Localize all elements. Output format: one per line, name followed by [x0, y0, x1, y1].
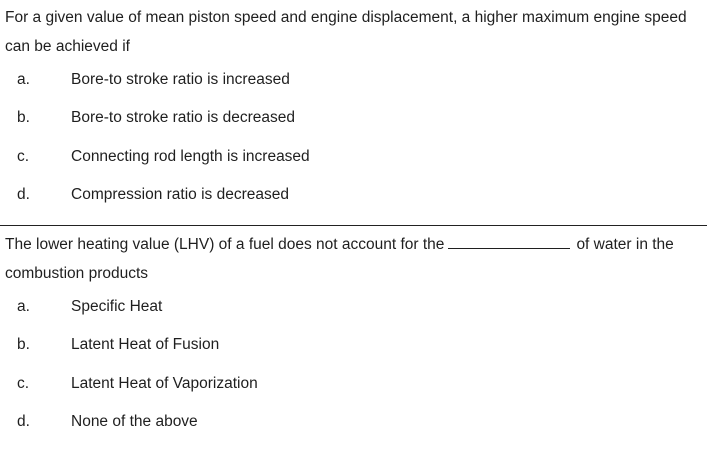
option-letter: b.	[17, 109, 30, 127]
question-2-stem-after: of water in the combustion products	[5, 236, 674, 282]
option-text: Connecting rod length is increased	[71, 147, 310, 165]
option-text: Compression ratio is decreased	[71, 186, 289, 204]
question-2-option-d[interactable]	[0, 411, 707, 449]
question-2-stem-before: The lower heating value (LHV) of a fuel does not account for the	[5, 236, 445, 253]
question-2-options	[0, 296, 707, 450]
option-text: Specific Heat	[71, 298, 163, 315]
answer-blank	[448, 232, 570, 249]
question-2-option-c[interactable]	[0, 373, 707, 411]
question-1-stem: For a given value of mean piston speed and engine displacement, a higher maximum engine speed can be achieved if	[5, 9, 687, 55]
question-2-option-a[interactable]	[0, 296, 707, 334]
option-text: None of the above	[71, 413, 198, 431]
question-2-stem	[0, 230, 707, 288]
option-text: Latent Heat of Vaporization	[71, 374, 258, 392]
question-2-option-b[interactable]	[0, 334, 707, 372]
option-text: Latent Heat of Fusion	[71, 336, 220, 354]
option-letter: b.	[17, 336, 30, 354]
option-text: Bore-to stroke ratio is decreased	[71, 109, 295, 127]
option-letter: a.	[17, 298, 30, 315]
question-1-option-a[interactable]	[0, 69, 707, 107]
option-letter: d.	[17, 186, 30, 204]
option-letter: d.	[17, 413, 30, 431]
question-1-option-b[interactable]	[0, 107, 707, 145]
question-2	[0, 227, 707, 450]
question-1-options	[0, 69, 707, 223]
question-1-option-d[interactable]	[0, 184, 707, 222]
option-letter: a.	[17, 71, 30, 88]
question-divider	[0, 225, 707, 226]
question-1	[0, 0, 707, 223]
option-text: Bore-to stroke ratio is increased	[71, 71, 290, 88]
option-letter: c.	[17, 147, 30, 165]
question-1-option-c[interactable]	[0, 146, 707, 184]
option-letter: c.	[17, 374, 30, 392]
